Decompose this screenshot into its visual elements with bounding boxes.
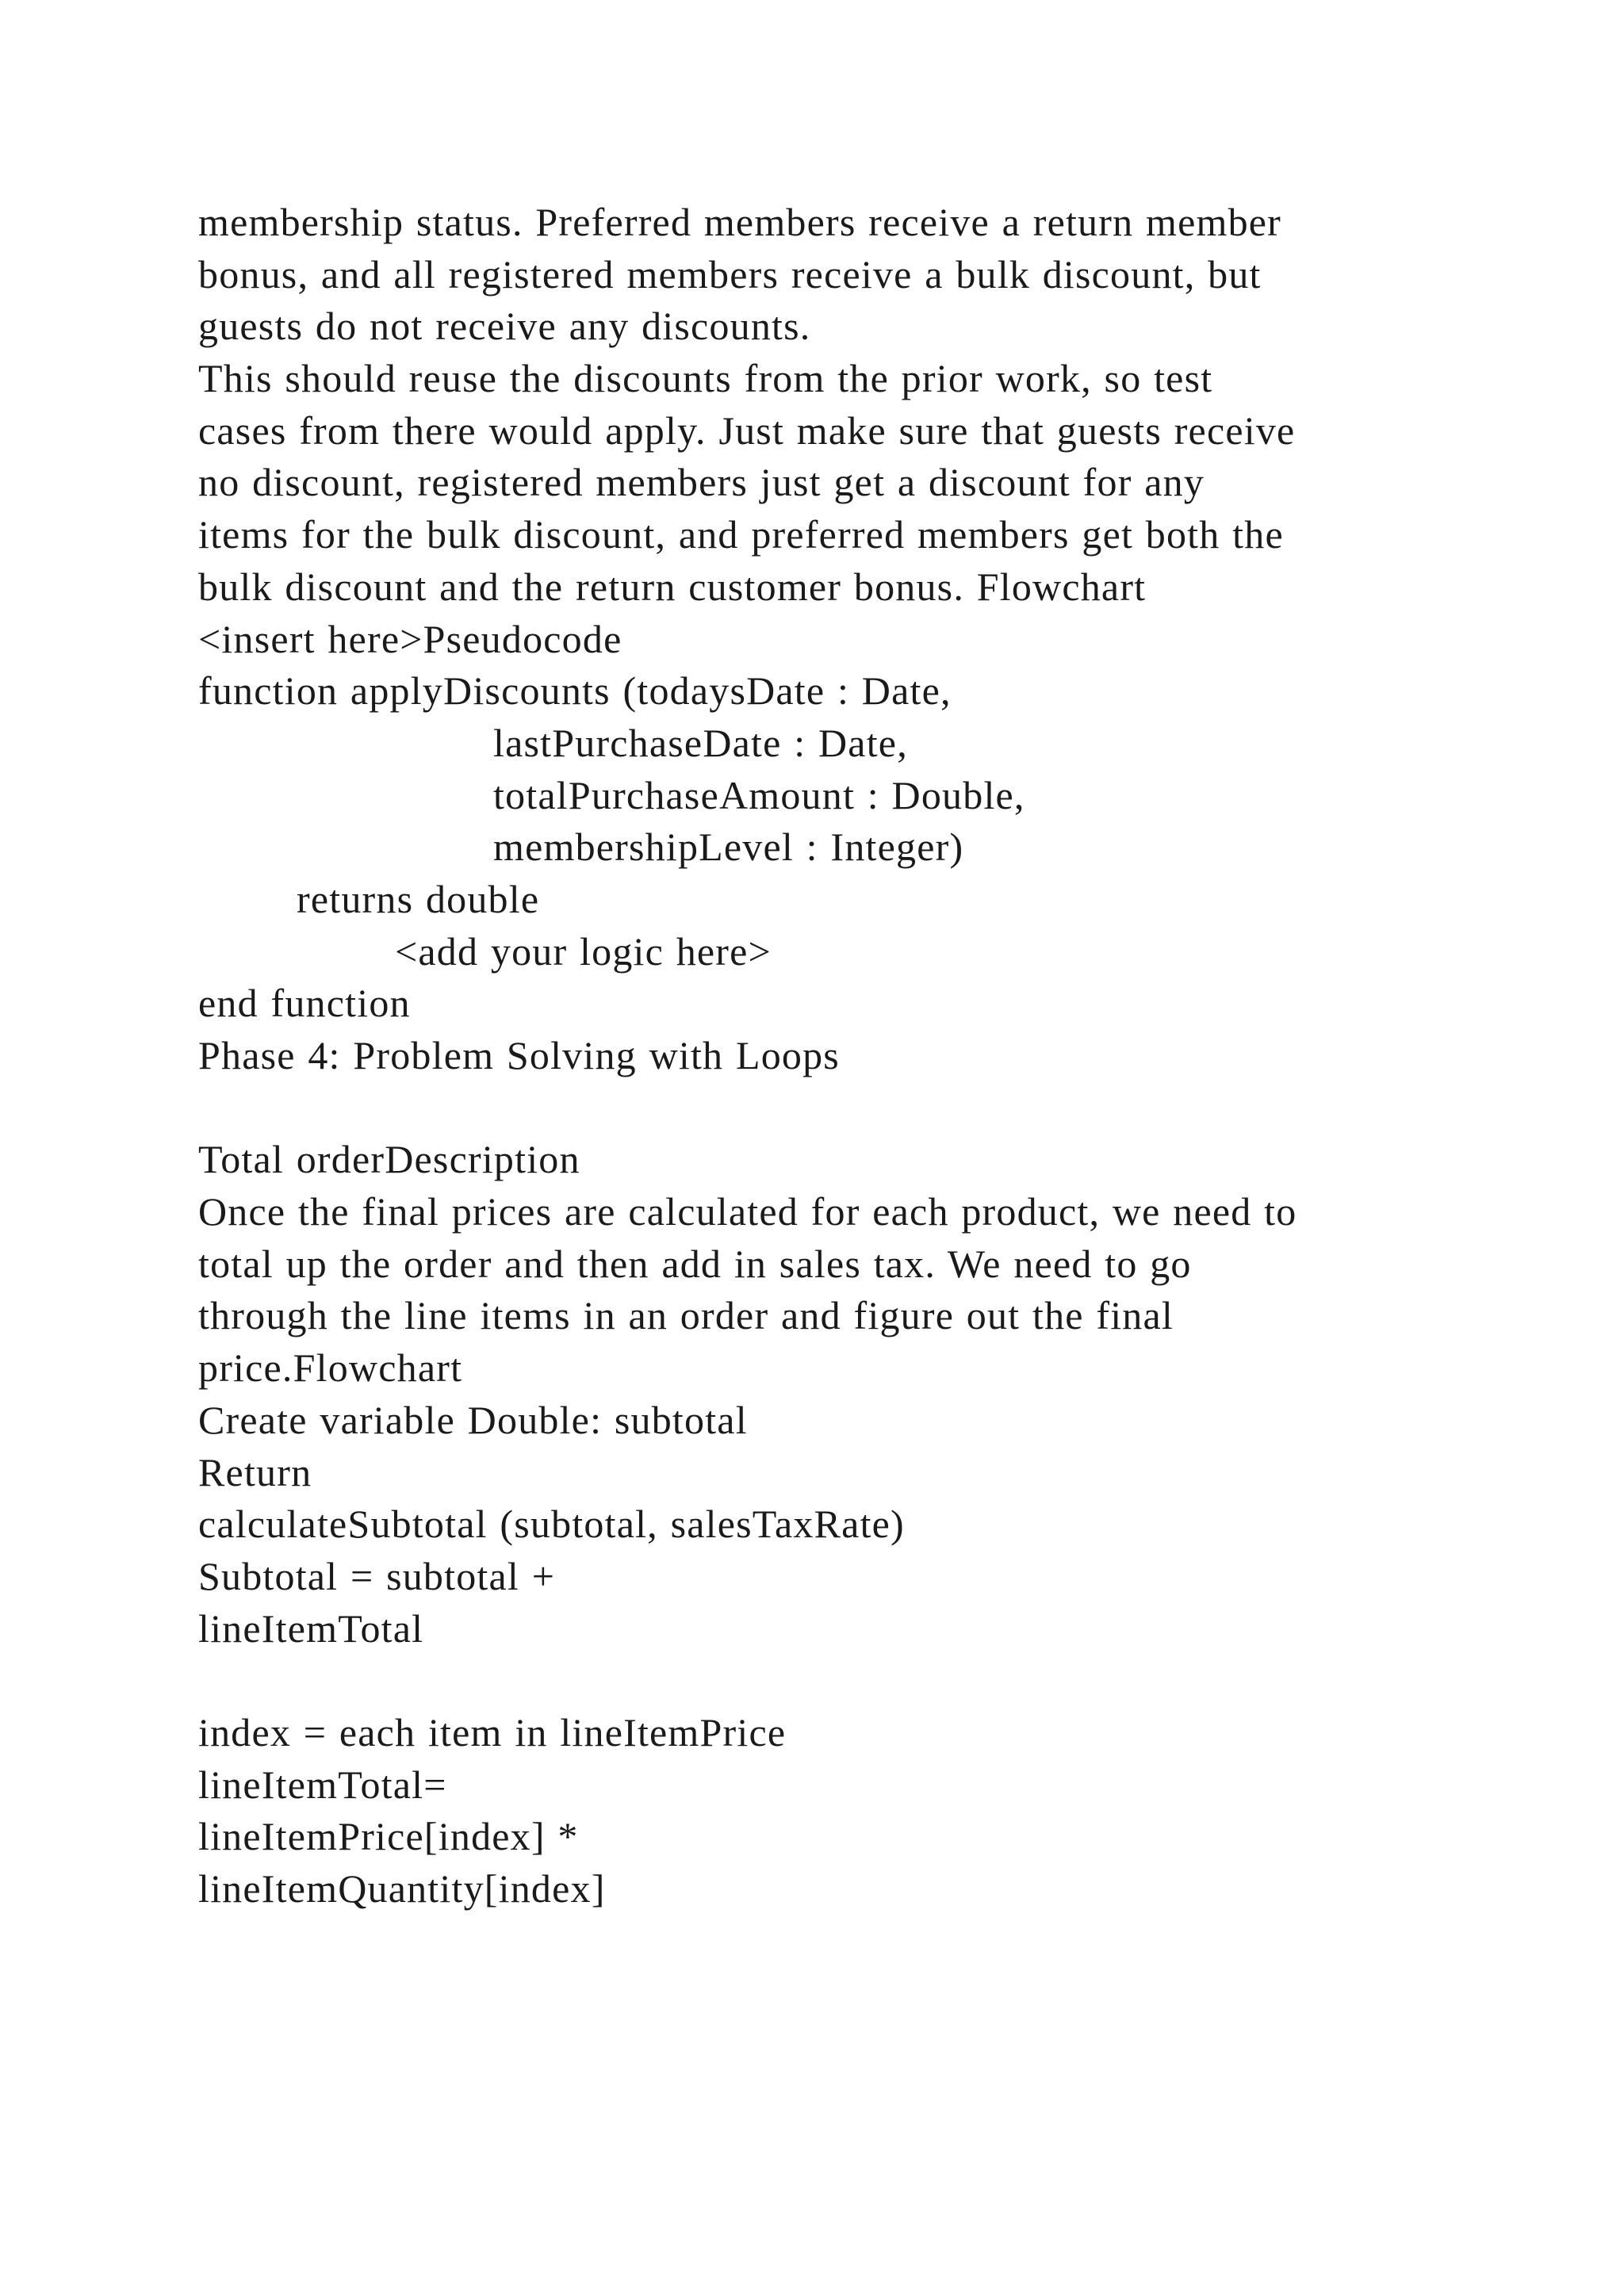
text-line: totalPurchaseAmount : Double, [493, 772, 1025, 817]
blank-line [198, 1655, 1546, 1707]
text-line: Phase 4: Problem Solving with Loops [198, 1033, 840, 1077]
text-line: lineItemTotal= [198, 1762, 447, 1807]
text-line: lineItemPrice[index] * [198, 1814, 579, 1859]
text-line: cases from there would apply. Just make sure that guests receive [198, 408, 1296, 453]
text-line: Once the final prices are calculated for each product, we need to [198, 1189, 1297, 1234]
text-line: bonus, and all registered members receive a bulk discount, but [198, 251, 1262, 297]
text-line: no discount, registered members just get a discount for any [198, 460, 1205, 505]
text-line: membership status. Preferred members receive a return member [198, 200, 1282, 244]
text-line: calculateSubtotal (subtotal, salesTaxRate) [198, 1502, 905, 1547]
document-text-block [198, 197, 1546, 1915]
text-line: <add your logic here> [395, 928, 772, 974]
text-line: price.Flowchart [198, 1345, 463, 1391]
text-line: end function [198, 981, 411, 1026]
text-line: bulk discount and the return customer bonus. Flowchart [198, 564, 1147, 609]
text-line: returns double [297, 876, 540, 921]
text-line: <insert here>Pseudocode [198, 616, 622, 661]
text-line: total up the order and then add in sales tax. We need to go [198, 1241, 1192, 1286]
blank-line [198, 1082, 1546, 1135]
text-line: Create variable Double: subtotal [198, 1397, 748, 1442]
text-line: Return [198, 1449, 312, 1494]
text-line: function applyDiscounts (todaysDate : Date, [198, 668, 952, 714]
text-line: lastPurchaseDate : Date, [493, 720, 908, 765]
text-line: Total orderDescription [198, 1137, 580, 1182]
text-line: index = each item in lineItemPrice [198, 1709, 787, 1755]
text-line: This should reuse the discounts from the prior work, so test [198, 356, 1213, 401]
text-line: lineItemTotal [198, 1605, 424, 1651]
text-line: guests do not receive any discounts. [198, 304, 811, 349]
text-line: lineItemQuantity[index] [198, 1866, 606, 1911]
text-line: Subtotal = subtotal + [198, 1553, 556, 1598]
text-line: through the line items in an order and figure out the final [198, 1293, 1174, 1338]
text-line: membershipLevel : Integer) [493, 825, 964, 870]
text-line: items for the bulk discount, and preferred members get both the [198, 512, 1284, 557]
